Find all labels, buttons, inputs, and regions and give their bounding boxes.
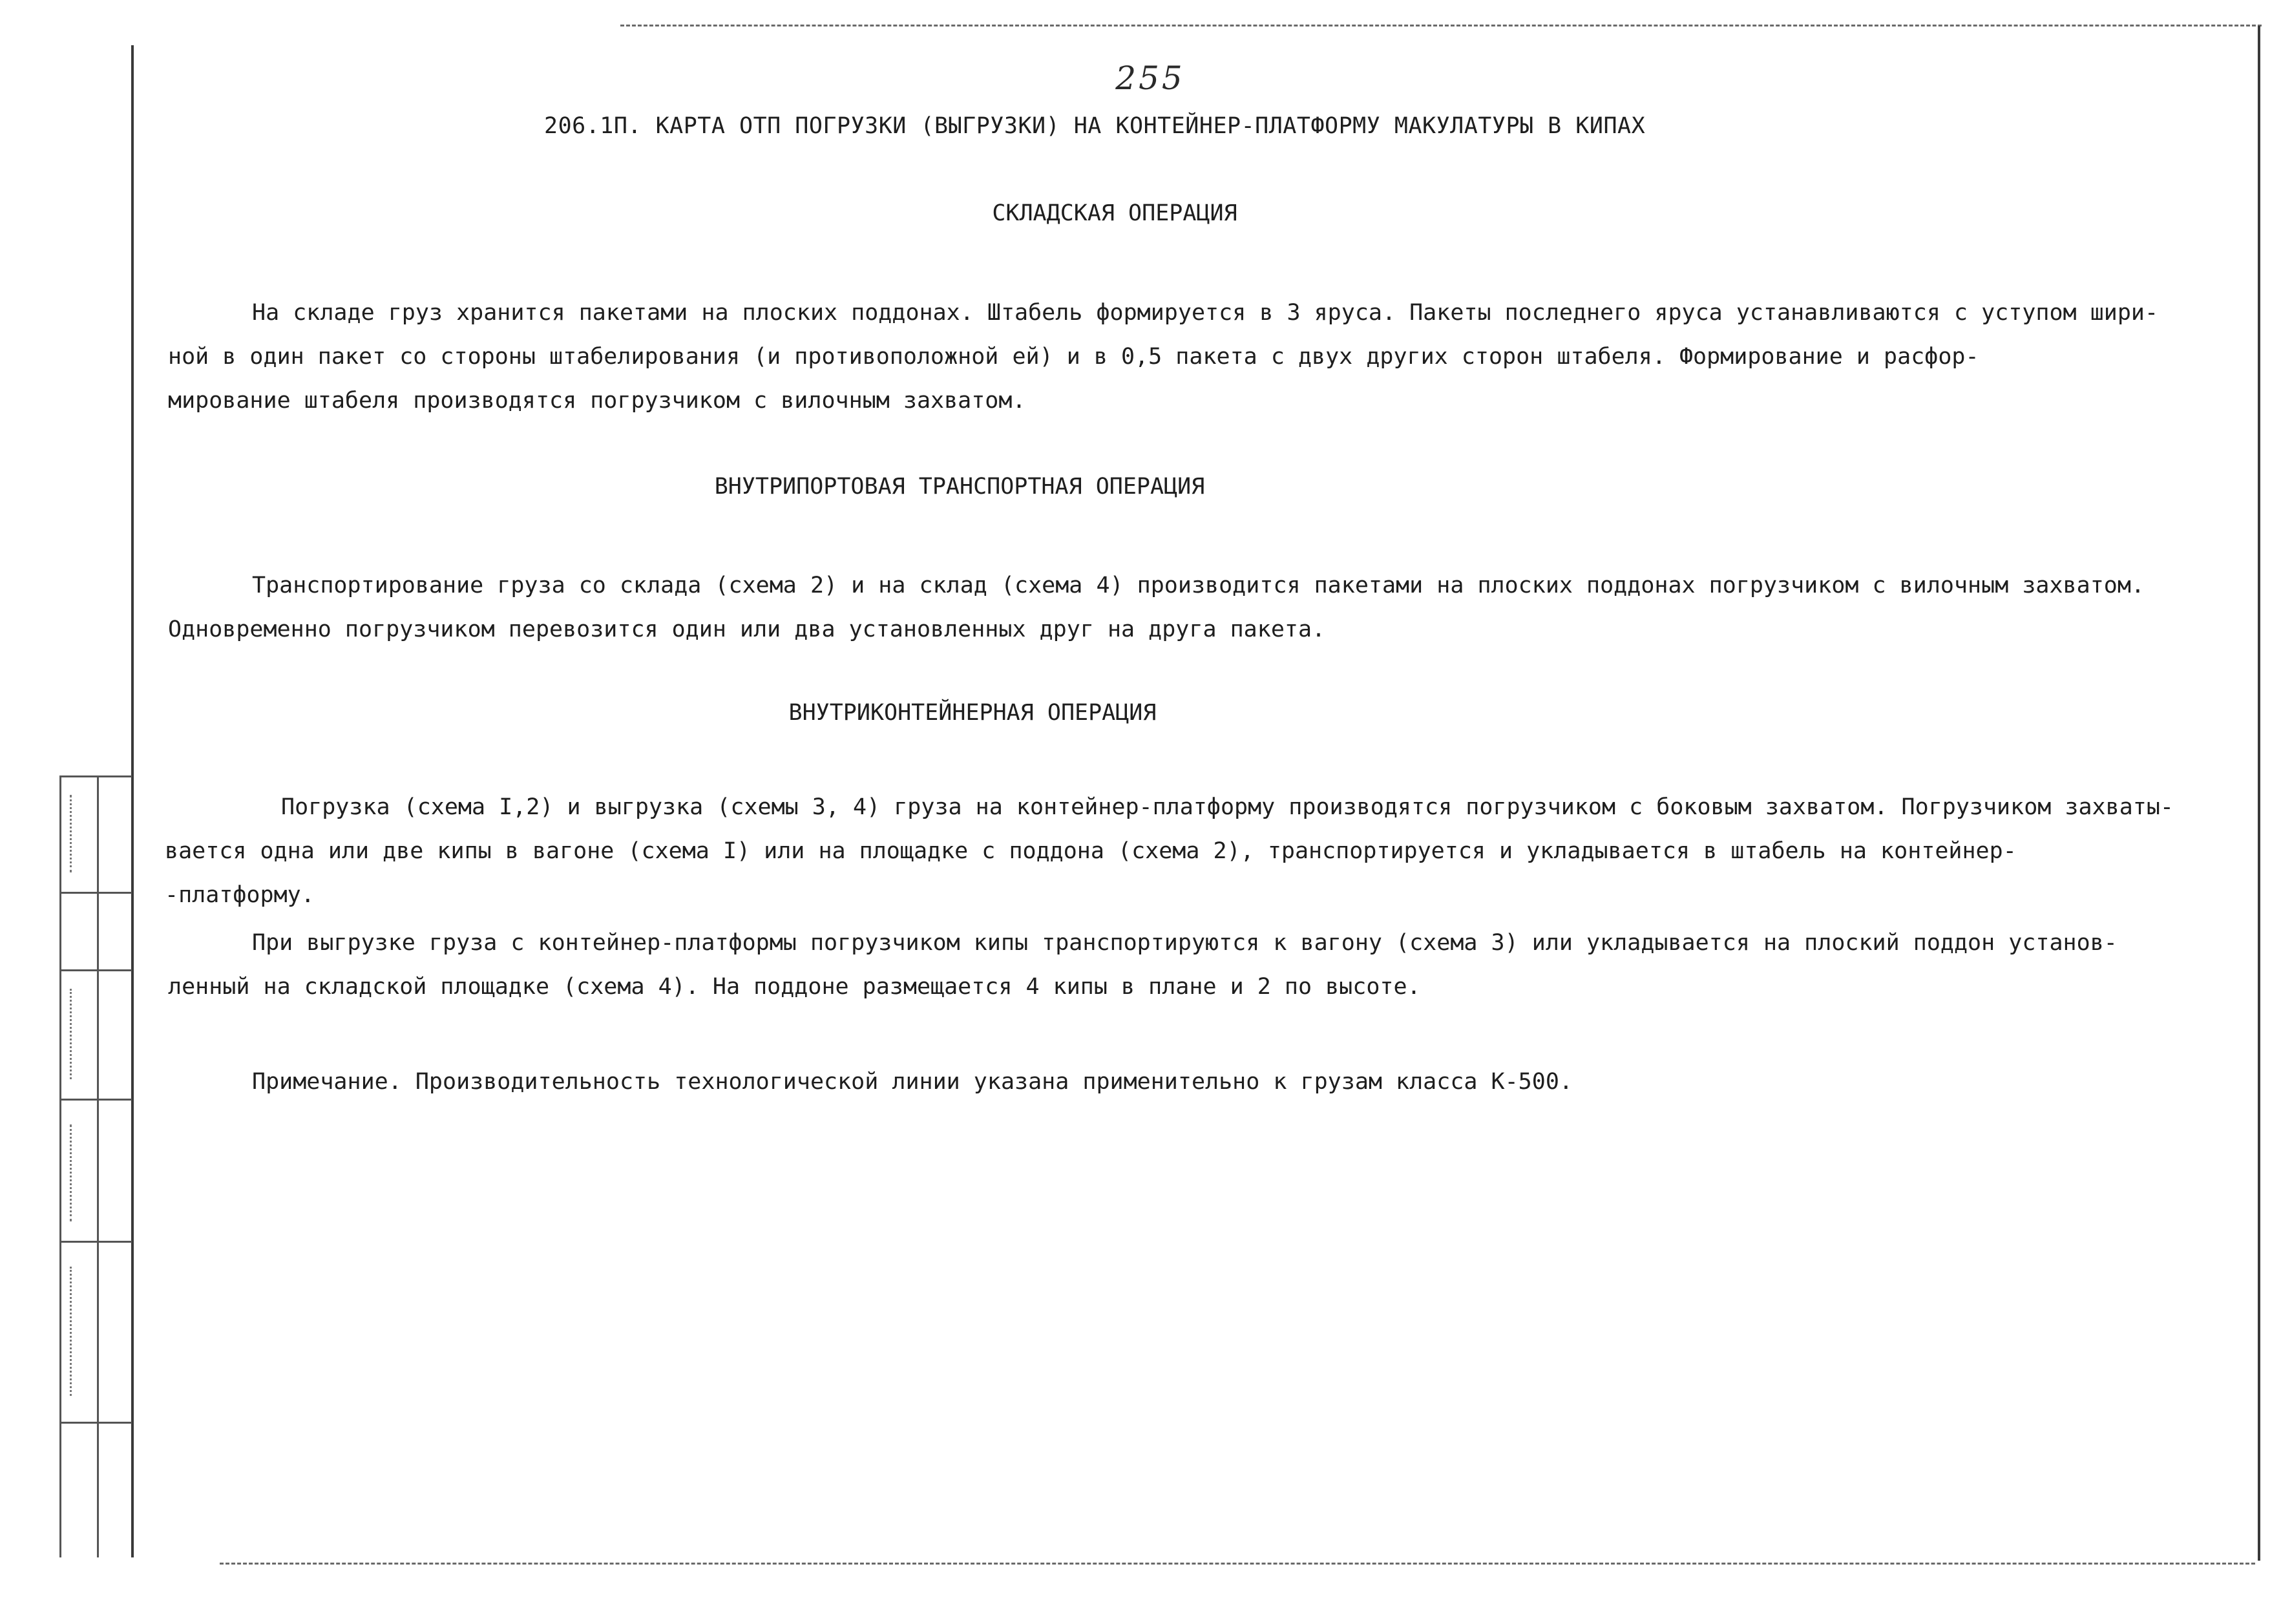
paragraph-line: Погрузка (схема I,2) и выгрузка (схемы 3, 4) груза на контейнер-платформу производятся погрузчиком с боковым захватом. Погрузчиком захваты- — [281, 794, 2174, 820]
section-heading-text: ВНУТРИПОРТОВАЯ ТРАНСПОРТНАЯ ОПЕРАЦИЯ — [714, 474, 1205, 500]
section-heading-container — [0, 700, 2281, 726]
stamp-row-line — [59, 1241, 132, 1243]
paragraph-line: ленный на складской площадке (схема 4). На поддоне размещается 4 кипы в плане и 2 по высоте. — [168, 974, 1421, 1000]
paragraph-line: Одновременно погрузчиком перевозится один или два установленных друг на друга пакета. — [168, 617, 1326, 642]
stamp-row-line — [59, 969, 132, 971]
binding-stamp — [59, 775, 132, 1557]
section-heading-transport — [0, 474, 2281, 500]
paragraph-line: Транспортирование груза со склада (схема 2) и на склад (схема 4) производится пакетами на плоских поддонах погрузчиком с вилочным захватом. — [252, 573, 2145, 598]
section-heading-text: ВНУТРИКОНТЕЙНЕРНАЯ ОПЕРАЦИЯ — [788, 700, 1157, 726]
stamp-dotted-mark — [70, 795, 95, 872]
document-title: 206.1П. КАРТА ОТП ПОГРУЗКИ (ВЫГРУЗКИ) НА КОНТЕЙНЕР-ПЛАТФОРМУ МАКУЛАТУРЫ В КИПАХ — [544, 113, 1646, 139]
stamp-row-line — [59, 775, 132, 777]
paragraph-container-loading — [165, 785, 2252, 917]
stamp-dotted-mark — [70, 989, 95, 1079]
stamp-row-line — [59, 1422, 132, 1424]
stamp-dotted-mark — [70, 1267, 95, 1396]
paragraph-line: мирование штабеля производятся погрузчиком с вилочным захватом. — [168, 388, 1026, 414]
paragraph-transport — [168, 564, 2236, 651]
page-number: 255 — [1115, 59, 1185, 97]
paragraph-line: -платформу. — [165, 882, 315, 908]
paragraph-line: При выгрузке груза с контейнер-платформы погрузчиком кипы транспортируются к вагону (схема 3) или укладывается на плоский поддон установ- — [252, 930, 2118, 956]
frame-right-line — [2258, 26, 2260, 1561]
stamp-dotted-mark — [70, 1124, 95, 1221]
paragraph-line: На складе груз хранится пакетами на плоских поддонах. Штабель формируется в 3 яруса. Пакеты последнего яруса устанавливаются с уступом шири- — [252, 300, 2159, 326]
paragraph-container-unloading — [168, 921, 2236, 1009]
frame-top-line — [620, 25, 2262, 26]
frame-bottom-line — [220, 1563, 2255, 1565]
paragraph-storage — [168, 291, 2236, 423]
stamp-row-line — [59, 1099, 132, 1101]
stamp-row-line — [59, 892, 132, 894]
note: Примечание. Производительность технологической линии указана применительно к грузам класса К-500. — [252, 1069, 1573, 1095]
section-heading-text: СКЛАДСКАЯ ОПЕРАЦИЯ — [992, 200, 1237, 226]
section-heading-storage — [0, 200, 2281, 226]
paragraph-line: вается одна или две кипы в вагоне (схема I) или на площадке с поддона (схема 2), транспортируется и укладывается в штабель на контейнер- — [165, 838, 2017, 864]
paragraph-line: ной в один пакет со стороны штабелирования (и противоположной ей) и в 0,5 пакета с двух других сторон штабеля. Формирование и расфор- — [168, 344, 1979, 370]
